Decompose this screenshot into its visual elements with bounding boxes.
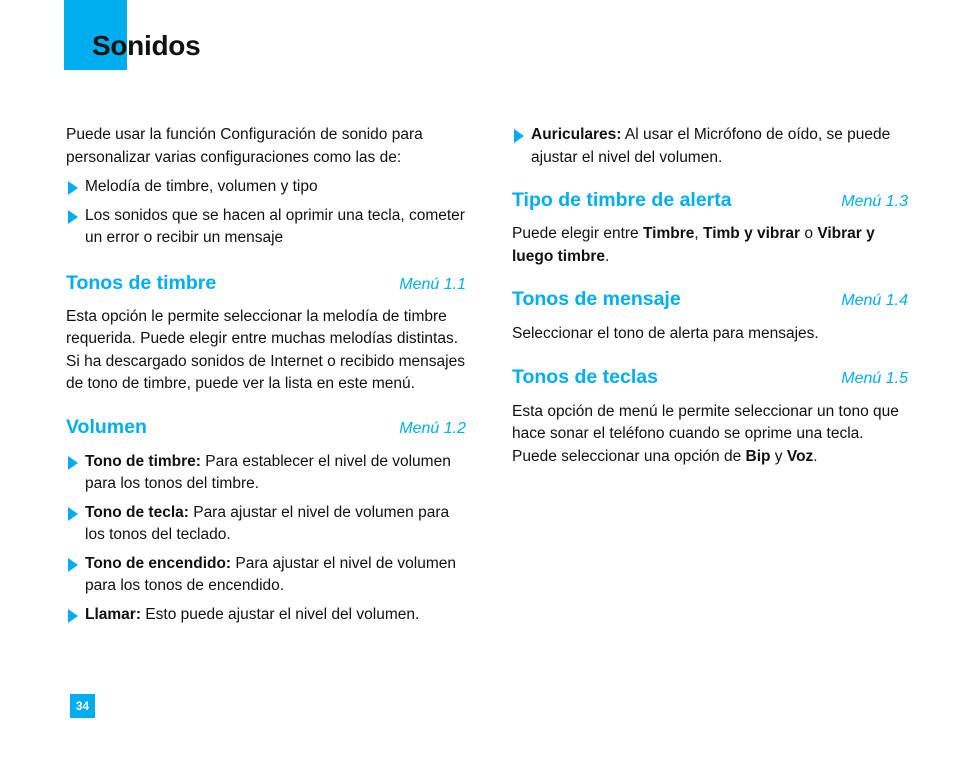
left-column	[66, 124, 466, 626]
auriculares-item: Auriculares: Al usar el Micrófono de oído, se puede ajustar el nivel del volumen.	[512, 124, 908, 169]
section-body: Seleccionar el tono de alerta para mensajes.	[512, 325, 819, 342]
volumen-item: Tono de tecla: Para ajustar el nivel de volumen para los tonos del teclado.	[66, 502, 466, 547]
right-column	[512, 124, 908, 468]
section-heading-tonos-timbre	[66, 272, 466, 295]
volumen-item: Tono de timbre: Para establecer el nivel de volumen para los tonos del timbre.	[66, 451, 466, 496]
menu-number: Menú 1.5	[841, 369, 908, 387]
section-heading-volumen	[66, 416, 466, 439]
volumen-item: Llamar: Esto puede ajustar el nivel del volumen.	[66, 604, 466, 627]
intro-bullet: Melodía de timbre, volumen y tipo	[66, 176, 466, 199]
triangle-bullet-icon	[68, 609, 78, 623]
menu-number: Menú 1.2	[399, 419, 466, 437]
triangle-bullet-icon	[68, 507, 78, 521]
section-heading-tipo-timbre	[512, 189, 908, 212]
triangle-bullet-icon	[514, 129, 524, 143]
section-body: Puede elegir entre Timbre, Timb y vibrar o Vibrar y luego timbre.	[512, 225, 875, 265]
section-title: Tonos de mensaje	[512, 288, 681, 310]
section-body: Esta opción le permite seleccionar la melodía de timbre requerida. Puede elegir entre muchas melodías distintas. Si ha descargado sonidos de Internet o recibido mensajes de tono de timbre, puede ver la lista en este menú.	[66, 307, 465, 392]
section-heading-tonos-mensaje	[512, 288, 908, 311]
intro-bullet: Los sonidos que se hacen al oprimir una tecla, cometer un error o recibir un mensaje	[66, 205, 466, 250]
volumen-item: Tono de encendido: Para ajustar el nivel de volumen para los tonos de encendido.	[66, 553, 466, 598]
section-title: Tonos de teclas	[512, 365, 658, 388]
section-title: Tipo de timbre de alerta	[512, 189, 732, 211]
section-title: Volumen	[66, 415, 147, 438]
triangle-bullet-icon	[68, 456, 78, 470]
menu-number: Menú 1.4	[841, 292, 908, 309]
page-title: Sonidos	[92, 30, 201, 61]
menu-number: Menú 1.3	[841, 193, 908, 210]
section-body: Esta opción de menú le permite seleccionar un tono que hace sonar el teléfono cuando se oprime una tecla. Puede seleccionar una opción de Bip y Voz.	[512, 402, 899, 465]
section-title: Tonos de timbre	[66, 271, 217, 294]
menu-number: Menú 1.1	[399, 275, 466, 293]
section-heading-tonos-teclas	[512, 366, 908, 389]
page-number-badge: 34	[70, 694, 95, 718]
intro-paragraph: Puede usar la función Configuración de sonido para personalizar varias configuraciones como las de:	[66, 126, 423, 166]
triangle-bullet-icon	[68, 558, 78, 572]
triangle-bullet-icon	[68, 210, 78, 224]
triangle-bullet-icon	[68, 181, 78, 195]
